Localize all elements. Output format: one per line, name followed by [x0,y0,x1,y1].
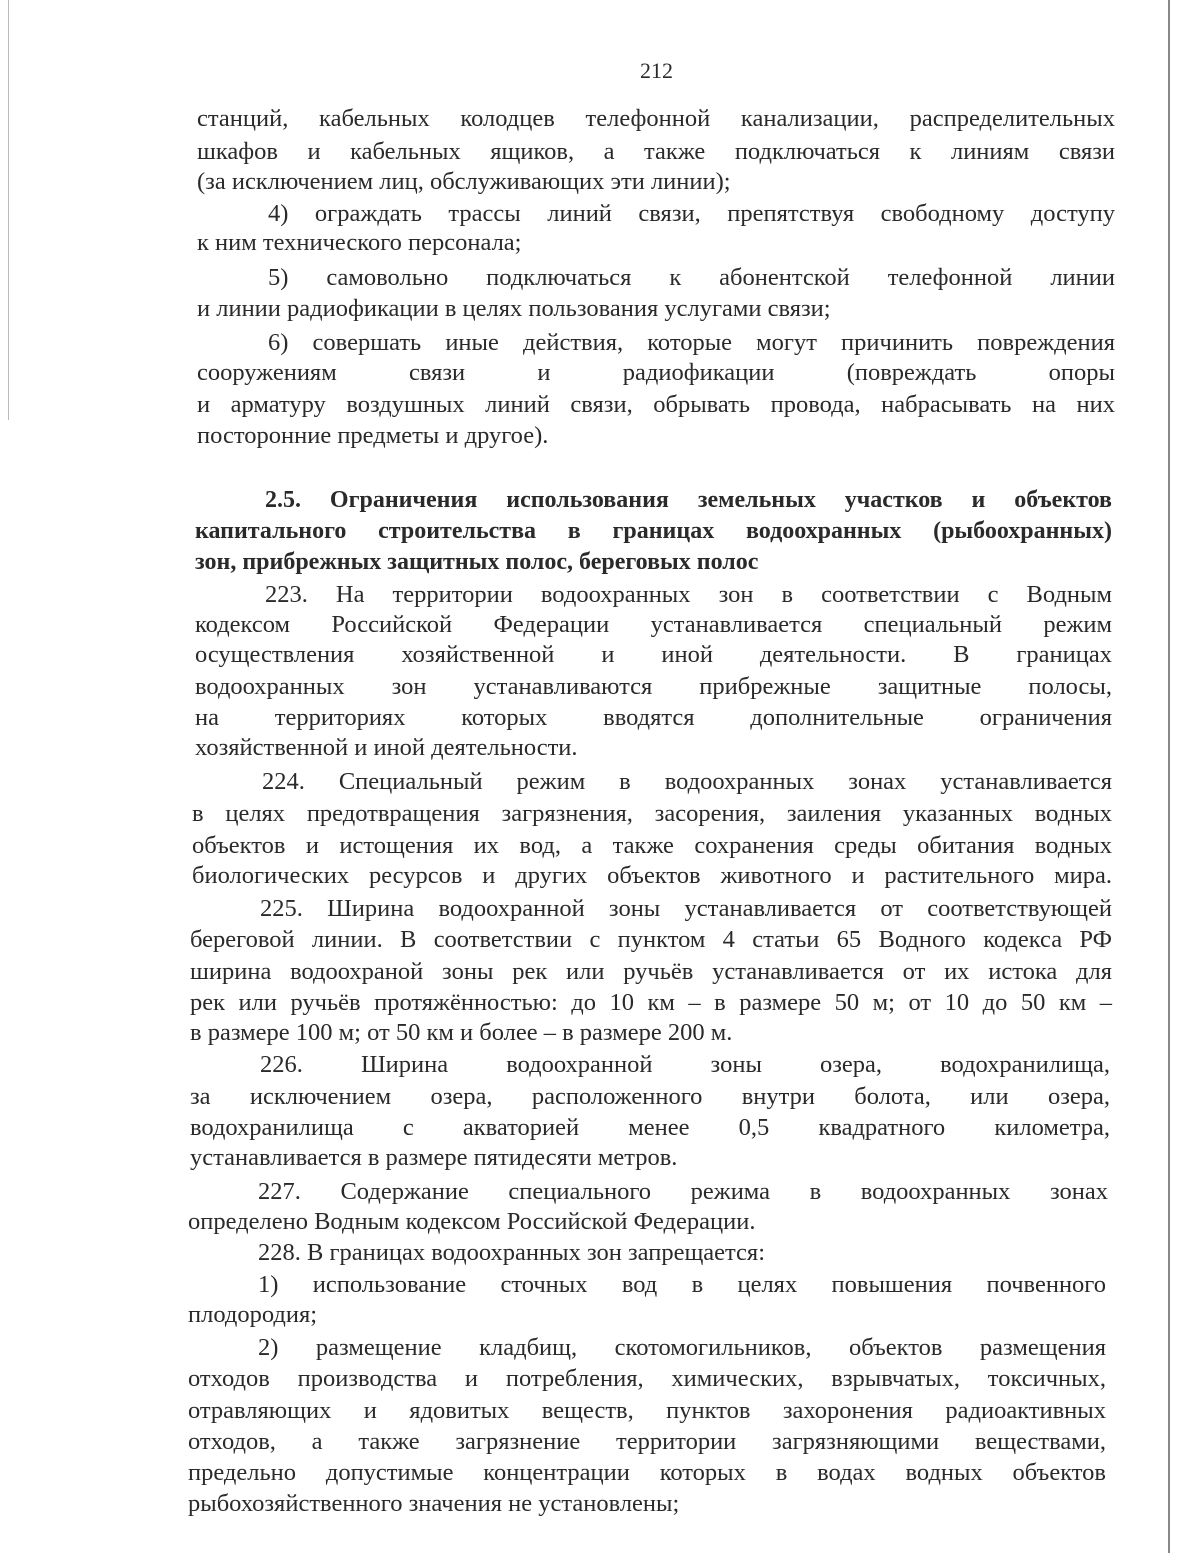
text-line: хозяйственной и иной деятельности. [195,734,578,761]
text-line: определено Водным кодексом Российской Федерации. [188,1208,756,1235]
text-line: (за исключением лиц, обслуживающих эти линии); [197,168,731,195]
text-line: в размере 100 м; от 50 км и более – в размере 200 м. [190,1019,733,1046]
text-line: шкафов и кабельных ящиков, а также подключаться к линиям связи [197,138,1115,165]
text-line: в целях предотвращения загрязнения, засорения, заиления указанных водных [192,800,1112,827]
text-line: рек или ручьёв протяжённостью: до 10 км – в размере 50 м; от 10 до 50 км – [190,989,1112,1016]
text-line: водохранилища с акваторией менее 0,5 квадратного километра, [190,1114,1110,1141]
text-line: 5) самовольно подключаться к абонентской телефонной линии [268,264,1115,291]
text-line: объектов и истощения их вод, а также сохранения среды обитания водных [192,832,1112,859]
text-line: посторонние предметы и другое). [197,422,549,449]
text-line: кодексом Российской Федерации устанавливается специальный режим [195,611,1112,638]
text-line: 6) совершать иные действия, которые могут причинить повреждения [268,329,1115,356]
text-line: 223. На территории водоохранных зон в соответствии с Водным [265,581,1112,608]
text-line: 228. В границах водоохранных зон запрещается: [258,1239,766,1266]
text-line: отравляющих и ядовитых веществ, пунктов захоронения радиоактивных [188,1397,1106,1424]
text-line: станций, кабельных колодцев телефонной канализации, распределительных [197,105,1115,132]
text-line: осуществления хозяйственной и иной деятельности. В границах [195,641,1112,668]
text-line: к ним технического персонала; [197,229,522,256]
text-line: за исключением озера, расположенного внутри болота, или озера, [190,1083,1110,1110]
text-line: предельно допустимые концентрации которых в водах водных объектов [188,1459,1106,1486]
text-line: рыбохозяйственного значения не установлены; [188,1490,680,1517]
text-line: 227. Содержание специального режима в водоохранных зонах [258,1178,1108,1205]
text-line: 1) использование сточных вод в целях повышения почвенного [258,1271,1106,1298]
text-line: водоохранных зон устанавливаются прибрежные защитные полосы, [195,673,1112,700]
section-heading: капитального строительства в границах водоохранных (рыбоохранных) [195,518,1112,544]
text-line: плодородия; [188,1301,318,1328]
text-line: 225. Ширина водоохранной зоны устанавливается от соответствующей [260,895,1112,922]
text-line: береговой линии. В соответствии с пунктом 4 статьи 65 Водного кодекса РФ [190,926,1112,953]
text-line: на территориях которых вводятся дополнительные ограничения [195,704,1112,731]
text-line: биологических ресурсов и других объектов животного и растительного мира. [192,862,1112,889]
text-line: отходов производства и потребления, химических, взрывчатых, токсичных, [188,1365,1106,1392]
text-line: 4) ограждать трассы линий связи, препятствуя свободному доступу [268,200,1115,227]
text-line: 226. Ширина водоохранной зоны озера, водохранилища, [260,1051,1110,1078]
section-heading: зон, прибрежных защитных полос, береговых полос [195,549,759,575]
text-line: и арматуру воздушных линий связи, обрывать провода, набрасывать на них [197,391,1115,418]
text-line: отходов, а также загрязнение территории загрязняющими веществами, [188,1428,1106,1455]
text-line: сооружениям связи и радиофикации (повреждать опоры [197,359,1115,386]
text-line: ширина водоохраной зоны рек или ручьёв устанавливается от их истока для [190,958,1112,985]
scan-edge-right [1168,0,1170,1553]
text-line: и линии радиофикации в целях пользования услугами связи; [197,295,831,322]
page-number: 212 [640,58,673,83]
text-line: устанавливается в размере пятидесяти метров. [190,1144,678,1171]
text-line: 2) размещение кладбищ, скотомогильников, объектов размещения [258,1334,1106,1361]
section-heading: 2.5. Ограничения использования земельных участков и объектов [265,487,1112,513]
text-line: 224. Специальный режим в водоохранных зонах устанавливается [262,768,1112,795]
